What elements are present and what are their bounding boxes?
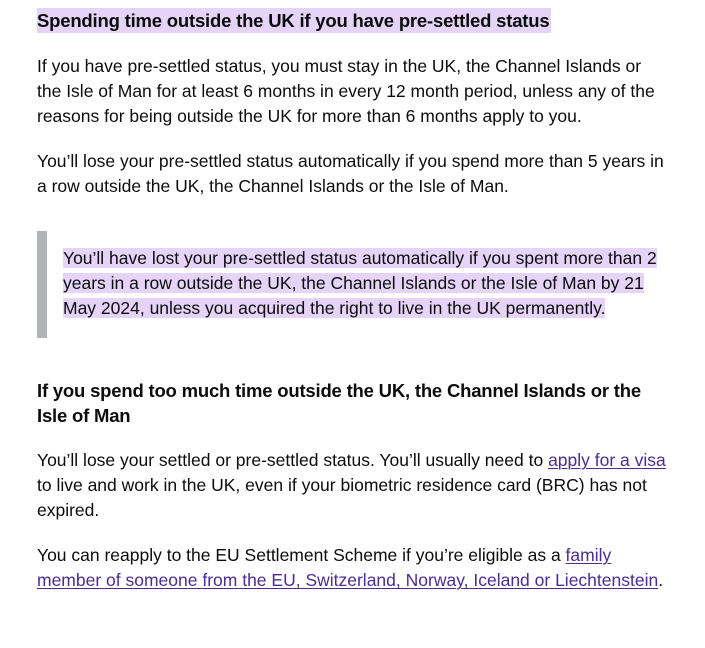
paragraph-reapply-text-end: .	[658, 570, 664, 590]
inset-paragraph	[63, 246, 675, 321]
family-member-eu-link[interactable]: family member of someone from the EU, Switzerland, Norway, Iceland or Liechtenstein	[37, 545, 659, 590]
paragraph-stay-requirement: If you have pre-settled status, you must stay in the UK, the Channel Islands or the Isle of Man for at least 6 months in every 12 month period, unless any of the reasons for being outside the UK for more than 6 months apply to you.	[37, 56, 655, 126]
heading-pre-settled-time-outside	[37, 8, 705, 33]
heading-highlight: Spending time outside the UK if you have pre-settled status	[37, 10, 550, 31]
heading-too-much-time-outside: If you spend too much time outside the UK, the Channel Islands or the Isle of Man	[37, 380, 641, 426]
paragraph-reapply-text-start: You can reapply to the EU Settlement Scheme if you’re eligible as a	[37, 545, 566, 565]
inset-text	[37, 231, 683, 338]
apply-for-visa-link[interactable]: apply for a visa	[548, 450, 666, 470]
paragraph-need-visa-text-end: to live and work in the UK, even if your biometric residence card (BRC) has not expired.	[37, 475, 647, 520]
paragraph-reapply	[37, 543, 667, 593]
paragraph-need-visa-text-start: You’ll lose your settled or pre-settled status. You’ll usually need to	[37, 450, 549, 470]
paragraph-lose-status-5-years: You’ll lose your pre-settled status automatically if you spend more than 5 years in a row outside the UK, the Channel Islands or the Isle of Man.	[37, 151, 664, 196]
inset-highlight: You’ll have lost your pre-settled status automatically if you spent more than 2 years in a row outside the UK, the Channel Islands or the Isle of Man by 21 May 2024, unless you acquired the right to live in the UK permanently.	[63, 248, 657, 318]
paragraph-need-visa	[37, 448, 667, 523]
